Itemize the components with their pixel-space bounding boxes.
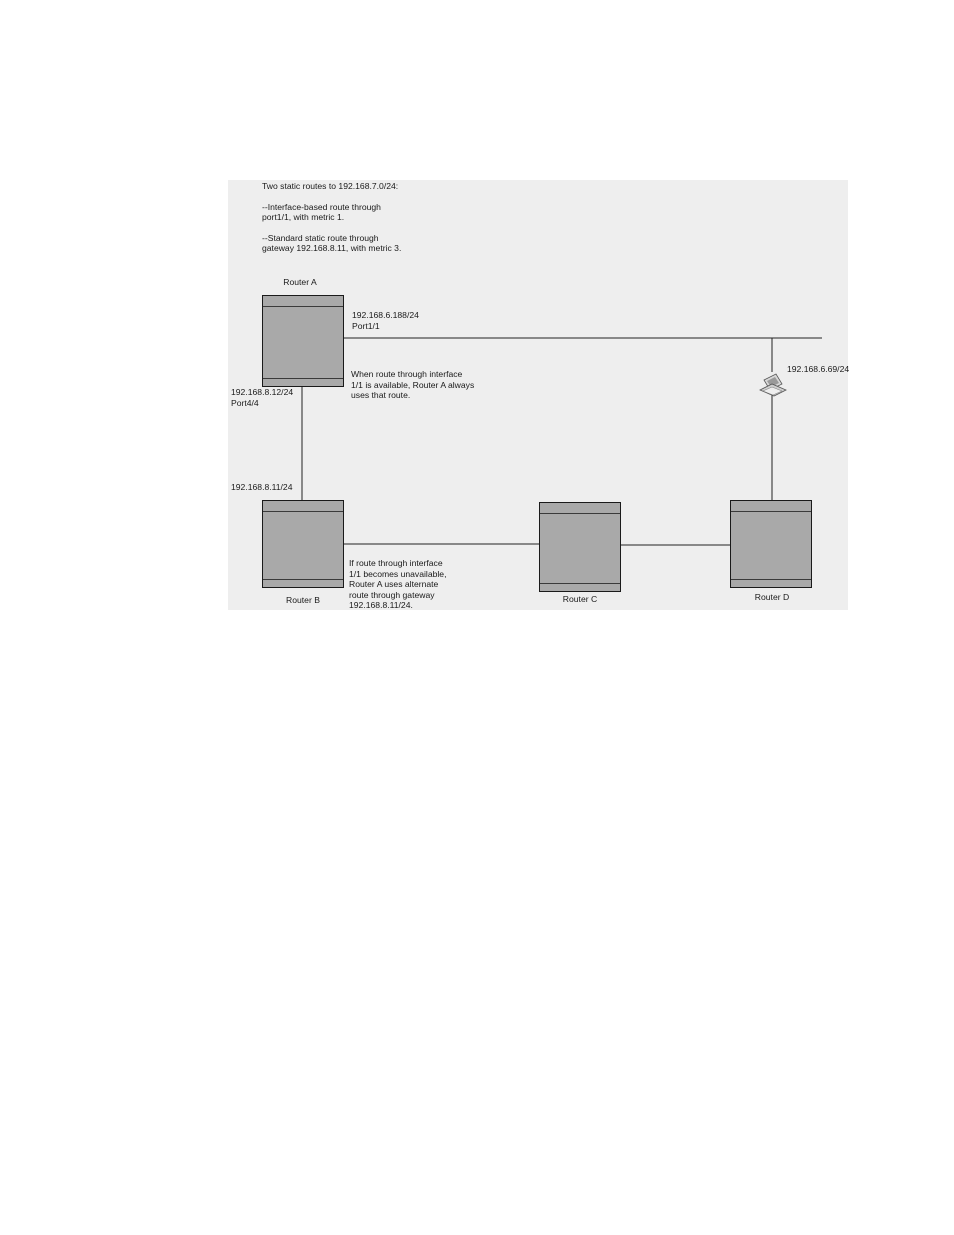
router-a-label: Router A — [283, 277, 317, 287]
intro-route2-line2: gateway 192.168.8.11, with metric 3. — [262, 243, 402, 254]
intro-route1-line2: port1/1, with metric 1. — [262, 212, 345, 223]
router-b-address-label: 192.168.8.11/24 — [231, 482, 293, 492]
router-a-port4-label: 192.168.8.12/24 Port4/4 — [231, 387, 294, 408]
intro-heading: Two static routes to 192.168.7.0/24: — [262, 181, 399, 191]
router-a-port1-label: 192.168.6.188/24 Port1/1 — [352, 310, 419, 331]
intro-route2-line1: --Standard static route through — [262, 232, 379, 243]
intro-text — [262, 181, 401, 254]
router-a[interactable] — [262, 295, 344, 387]
router-b[interactable] — [262, 500, 344, 588]
workstation-icon — [760, 374, 786, 396]
host-address-label: 192.168.6.69/24 — [787, 364, 850, 374]
intro-route1-line1: --Interface-based route through — [262, 201, 381, 212]
router-c-label: Router C — [562, 594, 598, 604]
network-diagram — [228, 180, 848, 610]
note-route-unavailable: If route through interface 1/1 becomes unavailable, Router A uses alternate route through gateway 192.168.8.11/24. — [349, 558, 447, 611]
router-d[interactable] — [730, 500, 812, 588]
router-b-label: Router B — [286, 595, 320, 605]
router-c[interactable] — [539, 502, 621, 592]
router-d-label: Router D — [754, 592, 790, 602]
note-route-available: When route through interface 1/1 is available, Router A always uses that route. — [351, 369, 475, 401]
